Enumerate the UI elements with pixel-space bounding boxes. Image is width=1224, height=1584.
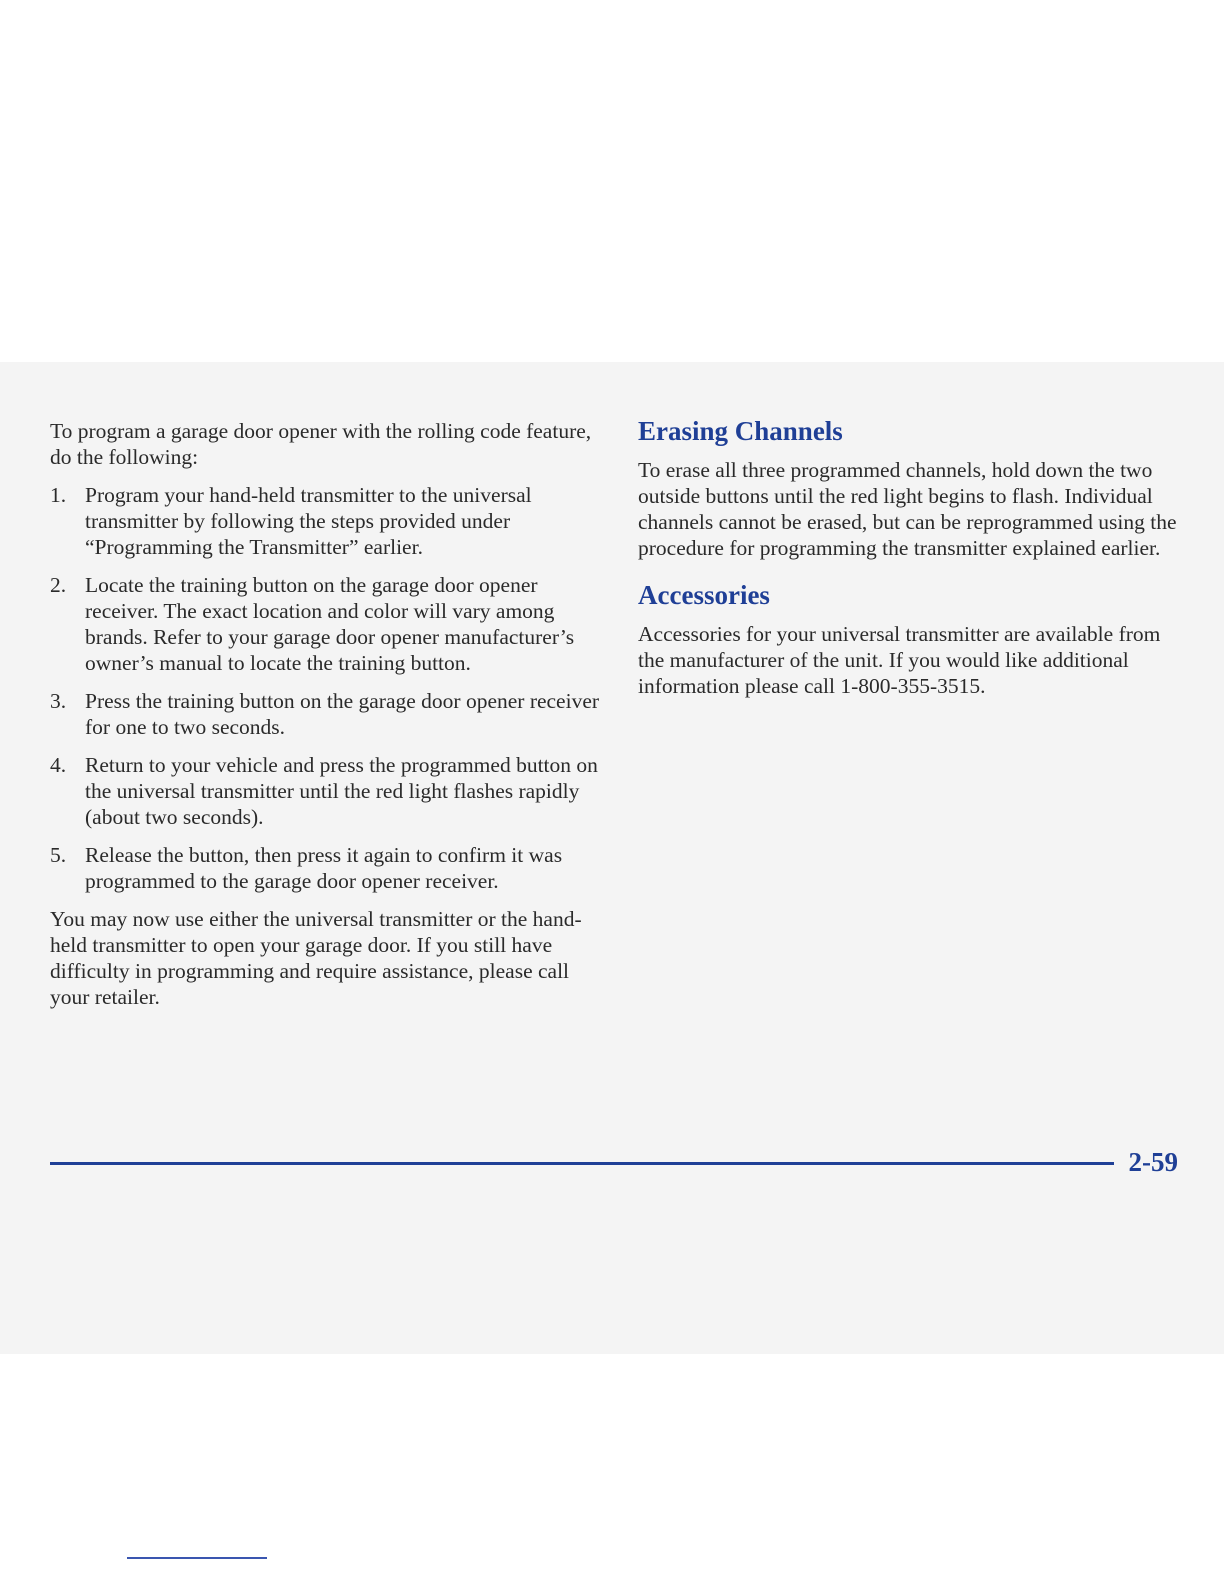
intro-paragraph: To program a garage door opener with the rolling code feature, do the following: — [50, 419, 592, 469]
bottom-decorative-line — [127, 1557, 267, 1559]
erasing-channels-body: To erase all three programmed channels, hold down the two outside buttons until the red light begins to flash. Individual channels cannot be erased, but can be reprogrammed using the procedure for programming the transmitter explained earlier. — [638, 458, 1177, 560]
step-text: Locate the training button on the garage door opener receiver. The exact location and color will vary among brands. Refer to your garage door opener manufacturer’s owner’s manual to locate the training button. — [85, 573, 575, 675]
step-text: Press the training button on the garage door opener receiver for one to two seconds. — [85, 689, 600, 739]
step-number: 1. — [50, 483, 67, 507]
footer-rule — [50, 1162, 1114, 1165]
list-item — [50, 572, 600, 676]
erasing-channels-heading: Erasing Channels — [638, 416, 843, 446]
closing-paragraph: You may now use either the universal transmitter or the hand-held transmitter to open your garage door. If you still have difficulty in programming and require assistance, please call your retailer. — [50, 907, 582, 1009]
step-text: Program your hand-held transmitter to the universal transmitter by following the steps provided under “Programming the Transmitter” earlier. — [85, 483, 532, 559]
step-number: 4. — [50, 753, 67, 777]
list-item — [50, 752, 600, 830]
steps-list — [50, 482, 600, 894]
page-number: 2-59 — [1128, 1147, 1178, 1177]
accessories-heading: Accessories — [638, 580, 770, 610]
list-item — [50, 688, 600, 740]
step-text: Release the button, then press it again to confirm it was programmed to the garage door opener receiver. — [85, 843, 563, 893]
accessories-body: Accessories for your universal transmitter are available from the manufacturer of the unit. If you would like additional information please call 1-800-355-3515. — [638, 622, 1161, 698]
list-item — [50, 842, 600, 894]
step-number: 5. — [50, 843, 67, 867]
right-column — [638, 415, 1188, 699]
left-column — [50, 418, 600, 1010]
step-number: 3. — [50, 689, 67, 713]
step-number: 2. — [50, 573, 67, 597]
step-text: Return to your vehicle and press the programmed button on the universal transmitter until the red light flashes rapidly (about two seconds). — [85, 753, 598, 829]
list-item — [50, 482, 600, 560]
